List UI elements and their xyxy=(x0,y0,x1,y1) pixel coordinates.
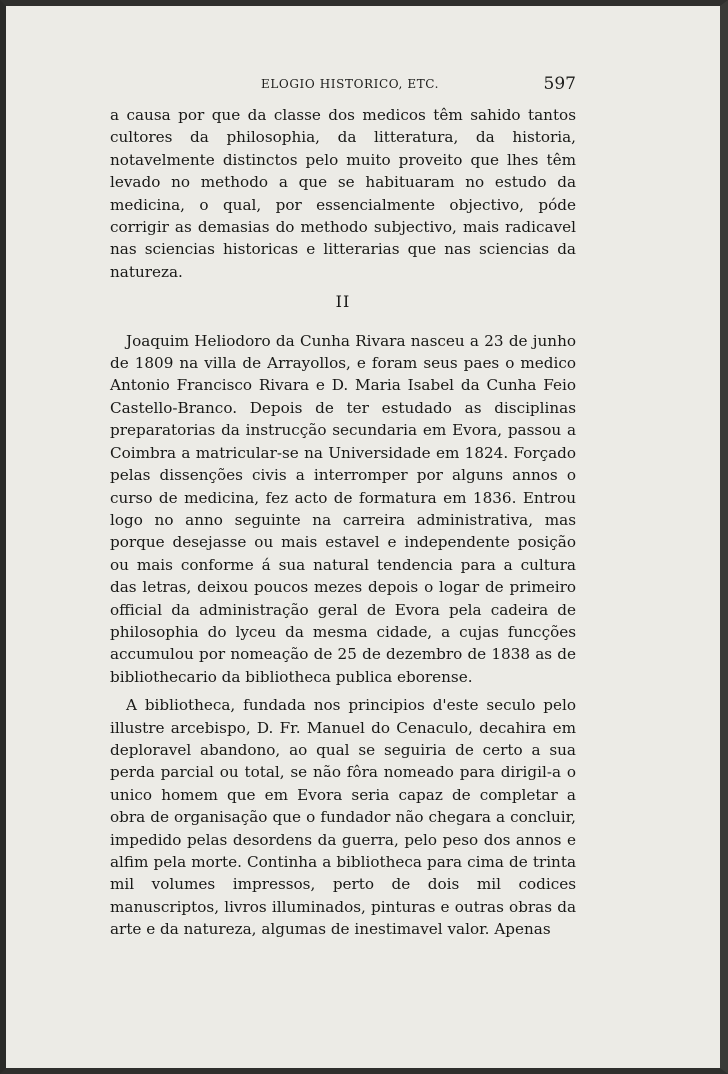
paragraph-library: A bibliotheca, fundada nos principios d'este seculo pelo illustre arcebispo, D. Fr. Manuel do Cenaculo, decahira em deploravel abandono, ao qual se seguiria de certo a sua perda parcial ou total, se não fôra nomeado para dirigil-a o unico homem que em Evora seria capaz de completar a obra de organisação que o fundador não chegara a concluir, impedido pelas desordens da guerra, pelo peso dos annos e alfim pela morte. Continha a bibliotheca para cima de trinta mil volumes impressos, perto de dois mil codices manuscriptos, livros illuminados, pinturas e outras obras da arte e da natureza, algumas de inestimavel valor. Apenas xyxy=(110,696,576,939)
page-number: 597 xyxy=(543,74,576,94)
body-text xyxy=(110,104,576,941)
section-numeral: II xyxy=(335,292,351,312)
book-page xyxy=(6,6,720,1068)
paragraph-continuation: a causa por que da classe dos medicos têm sahido tantos cultores da philosophia, da litteratura, da historia, notavelmente distinctos pelo muito proveito que lhes têm levado no methodo a que se habituaram no estudo da medicina, o qual, por essencialmente objectivo, póde corrigir as demasias do methodo subjectivo, mais radicavel nas sciencias historicas e litterarias que nas sciencias da natureza. xyxy=(110,106,576,281)
running-head xyxy=(106,74,576,98)
running-title: ELOGIO HISTORICO, ETC. xyxy=(261,77,440,91)
paragraph-biography: Joaquim Heliodoro da Cunha Rivara nasceu a 23 de junho de 1809 na villa de Arrayollos, e foram seus paes o medico Antonio Francisco Rivara e D. Maria Isabel da Cunha Feio Castello-Branco. Depois de ter estudado as disciplinas preparatorias da instrucção secundaria em Evora, passou a Coimbra a matricular-se na Universidade em 1824. Forçado pelas dissenções civis a interromper por alguns annos o curso de medicina, fez acto de formatura em 1836. Entrou logo no anno seguinte na carreira administrativa, mas porque desejasse ou mais estavel e independente posição ou mais conforme á sua natural tendencia para a cultura das letras, deixou poucos mezes depois o logar de primeiro official da administração geral de Evora pela cadeira de philosophia do lyceu da mesma cidade, a cujas funcções accumulou por nomeação de 25 de dezembro de 1838 as de bibliothecario da bibliotheca publica eborense. xyxy=(110,331,576,686)
